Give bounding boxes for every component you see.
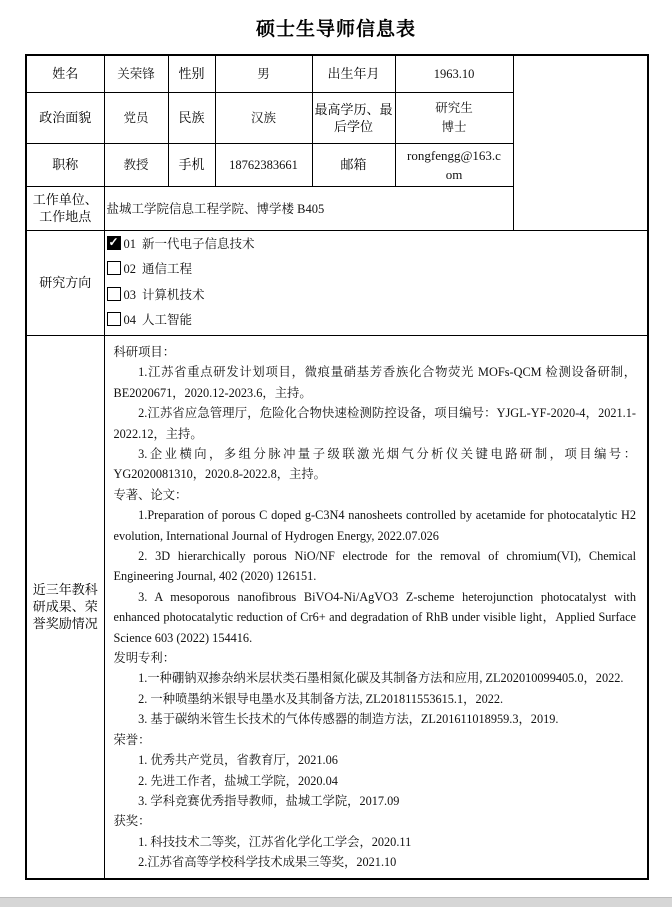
achievement-item: 3. 基于碳纳米管生长技术的气体传感器的制造方法，ZL201611018959.3，2019. (138, 712, 559, 727)
section-heading-honors: 荣誉： (113, 732, 151, 747)
achievement-item: 1.一种硼钠双掺杂纳米层状类石墨相氮化碳及其制备方法和应用, ZL202010099405.0，2022. (138, 671, 624, 686)
ethnicity-value: 汉族 (215, 92, 312, 143)
option-code: 02 (123, 262, 136, 276)
achievement-item: 2. 3D hierarchically porous NiO/NF electrode for the removal of chromium(VI), Chemical Engineering Journal, 402 (2020) 126151. (113, 549, 636, 584)
page-title: 硕士生导师信息表 (255, 19, 416, 40)
achievement-item: 2.江苏省应急管理厅，危险化合物快速检测防控设备，项目编号：YJGL-YF-2020-4，2021.1-2022.12，主持。 (113, 406, 636, 441)
name-label: 姓名 (26, 55, 104, 92)
research-option[interactable] (107, 308, 646, 334)
option-code: 04 (123, 313, 136, 327)
page-bottom-edge (0, 897, 672, 907)
achievements-content (107, 339, 646, 875)
achievement-item: 3. 学科竞赛优秀指导教师，盐城工学院，2017.09 (138, 793, 400, 808)
option-label: 计算机技术 (142, 287, 205, 302)
professional-title-label: 职称 (26, 143, 104, 186)
political-status-value: 党员 (104, 92, 168, 143)
research-option[interactable] (107, 232, 646, 258)
achievement-item: 2. 一种喷墨纳米银导电墨水及其制备方法, ZL201811553615.1，2022. (138, 691, 504, 706)
workplace-label: 工作单位、工作地点 (26, 186, 104, 230)
research-option[interactable] (107, 257, 646, 283)
political-status-label: 政治面貌 (26, 92, 104, 143)
achievement-item: 1.Preparation of porous C doped g-C3N4 nanosheets controlled by acetamide for photocatalytic H2 evolution, International Journal of Hydrogen Energy, 2022.07.026 (113, 508, 636, 543)
section-heading-projects: 科研项目： (113, 344, 175, 359)
option-code: 03 (123, 287, 136, 302)
document-page (0, 14, 672, 907)
research-directions-label: 研究方向 (26, 230, 104, 335)
gender-label: 性别 (168, 55, 215, 92)
phone-label: 手机 (168, 143, 215, 186)
photo-cell (513, 55, 648, 230)
email-value (395, 143, 513, 186)
achievements-label: 近三年教科研成果、荣誉奖励情况 (26, 335, 104, 879)
email-text: rongfengg@163.com (407, 147, 501, 182)
achievement-item: 1.江苏省重点研发计划项目，微痕量硝基芳香族化合物荧光 MOFs-QCM 检测设备研制，BE2020671，2020.12-2023.6，主持。 (113, 365, 636, 400)
section-heading-awards: 获奖： (113, 814, 151, 829)
education-line1: 研究生 (435, 100, 473, 115)
achievement-item: 1. 科技技术二等奖，江苏省化学化工学会，2020.11 (138, 834, 412, 849)
section-heading-publications: 专著、论文： (113, 487, 188, 502)
section-heading-patents: 发明专利： (113, 651, 175, 666)
achievement-item: 2. 先进工作者，盐城工学院，2020.04 (138, 773, 338, 788)
email-label: 邮箱 (312, 143, 395, 186)
checkbox-icon[interactable] (107, 312, 121, 326)
phone-value: 18762383661 (215, 143, 312, 186)
education-value (395, 92, 513, 143)
research-directions-options (104, 230, 648, 335)
row-achievements (26, 335, 648, 879)
option-label: 人工智能 (142, 313, 193, 327)
education-label: 最高学历、最后学位 (312, 92, 395, 143)
gender-value: 男 (215, 55, 312, 92)
professional-title-value: 教授 (104, 143, 168, 186)
option-label: 新一代电子信息技术 (142, 236, 255, 251)
achievement-item: 3.企业横向，多组分脉冲量子级联激光烟气分析仪关键电路研制，项目编号：YG2020081310，2020.8-2022.8，主持。 (113, 447, 636, 482)
education-line2: 博士 (441, 119, 467, 134)
checkbox-icon[interactable] (107, 287, 121, 301)
row-research-directions (26, 230, 648, 335)
option-code: 01 (123, 236, 136, 251)
achievement-item: 3. A mesoporous nanofibrous BiVO4-Ni/AgVO3 Z-scheme heterojunction photocatalyst with enhanced photocatalytic reduction of Cr6+ and degradation of RhB under visible light，Applied Surface Science 603 (2022) 154416. (113, 589, 636, 645)
achievement-item: 2.江苏省高等学校科学技术成果三等奖，2021.10 (138, 855, 397, 870)
row-name (26, 55, 648, 92)
achievements-cell (104, 335, 648, 879)
option-label: 通信工程 (142, 262, 193, 276)
checkbox-icon[interactable] (107, 236, 121, 250)
research-option[interactable] (107, 283, 646, 309)
birth-label: 出生年月 (312, 55, 395, 92)
ethnicity-label: 民族 (168, 92, 215, 143)
achievement-item: 1. 优秀共产党员，省教育厅，2021.06 (138, 753, 338, 768)
supervisor-info-table (25, 54, 649, 880)
workplace-value: 盐城工学院信息工程学院、博学楼 B405 (104, 186, 513, 230)
name-value: 关荣锋 (104, 55, 168, 92)
birth-value: 1963.10 (395, 55, 513, 92)
checkbox-icon[interactable] (107, 261, 121, 275)
